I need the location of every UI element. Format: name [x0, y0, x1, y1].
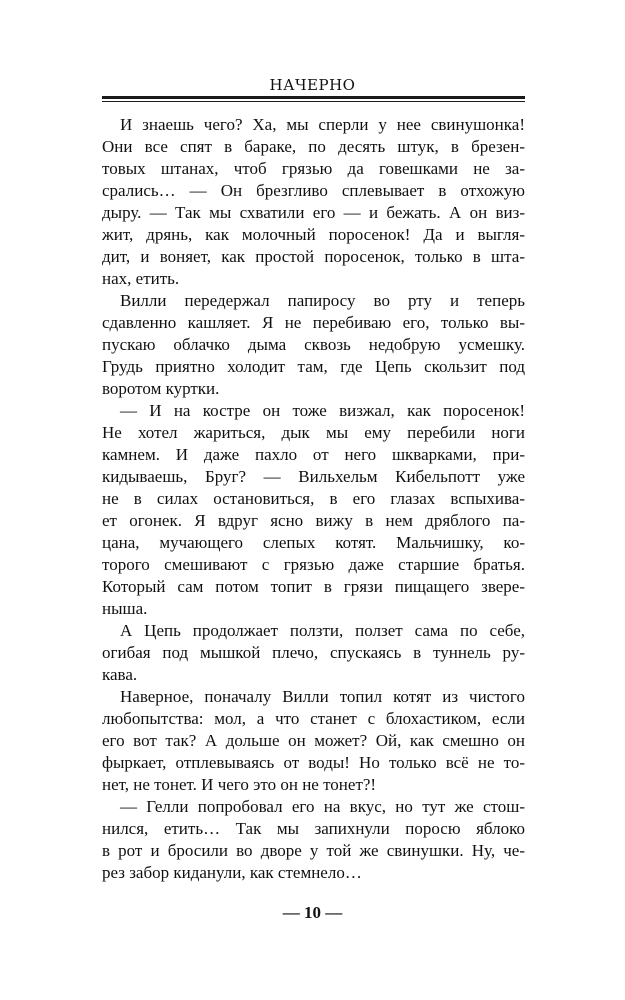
running-head: НАЧЕРНО [269, 76, 356, 94]
text-line: Который сам потом топит в грязи пищащего звере- [102, 577, 525, 596]
text-line: фыркает, отплевываясь от воды! Но только всё не то- [102, 753, 525, 772]
page-number: — 10 — [282, 903, 343, 922]
text-line: кава. [102, 665, 138, 684]
text-line: дит, и воняет, как простой поросенок, только в шта- [102, 247, 525, 266]
text-line: в рот и бросили во дворе у той же свинушки. Ну, че- [102, 841, 525, 860]
paragraph [102, 620, 525, 686]
text-line: воротом куртки. [102, 379, 220, 398]
text-line: его вот так? А дольше он может? Ой, как смешно он [102, 731, 525, 750]
text-line: срались… — Он брезгливо сплевывает в отхожую [102, 181, 525, 200]
text-line: цана, мучающего слепых котят. Мальчишку, ко- [102, 533, 525, 552]
text-line: товых штанах, чтоб грязью да говешками не за- [102, 159, 525, 178]
paragraph [102, 114, 525, 290]
text-line: А Цепь продолжает ползти, ползет сама по себе, [120, 621, 525, 640]
text-line: нет, не тонет. И чего это он не тонет?! [102, 775, 377, 794]
paragraph [102, 796, 525, 884]
paragraph [102, 686, 525, 796]
text-line: нах, етить. [102, 269, 180, 288]
text-line: ныша. [102, 599, 148, 618]
text-line: сдавленно кашляет. Я не перебиваю его, только вы- [102, 313, 525, 332]
text-line: рез забор киданули, как стемнело… [102, 863, 362, 882]
text-line: камнем. И даже пахло от него шкварками, при- [102, 445, 525, 464]
text-line: пускаю облачко дыма сквозь недобрую усмешку. [102, 335, 525, 354]
header-rule-thin [102, 101, 525, 102]
text-line: не в силах остановиться, в его глазах вспыхива- [102, 489, 525, 508]
text-line: Грудь приятно холодит там, где Цепь скользит под [102, 357, 525, 376]
text-line: дыру. — Так мы схватили его — и бежать. А он виз- [102, 203, 525, 222]
text-line: кидываешь, Бруг? — Вильхельм Кибельпотт уже [102, 467, 525, 486]
text-line: Они все спят в бараке, по десять штук, в брезен- [102, 137, 525, 156]
paragraph [102, 400, 525, 620]
text-line: торого смешивают с грязью даже старшие братья. [102, 555, 525, 574]
header-rule-thick [102, 96, 525, 99]
text-line: ет огонек. Я вдруг ясно вижу в нем дряблого па- [102, 511, 525, 530]
text-line: Наверное, поначалу Вилли топил котят из чистого [120, 687, 525, 706]
text-line: огибая под мышкой плечо, спускаясь в туннель ру- [102, 643, 525, 662]
text-line: — Гелли попробовал его на вкус, но тут же стош- [120, 797, 525, 816]
text-line: — И на костре он тоже визжал, как поросенок! [120, 401, 525, 420]
text-line: любопытства: мол, а что станет с блохастиком, если [102, 709, 525, 728]
text-line: жит, дрянь, как молочный поросенок! Да и выгля- [102, 225, 525, 244]
paragraph [102, 290, 525, 400]
text-line: Не хотел жариться, дык мы ему перебили ноги [102, 423, 525, 442]
text-line: нился, етить… Так мы запихнули поросю яблоко [102, 819, 525, 838]
body-text [102, 114, 525, 884]
text-line: Вилли передержал папиросу во рту и теперь [120, 291, 525, 310]
text-line: И знаешь чего? Ха, мы сперли у нее свинушонка! [120, 115, 525, 134]
